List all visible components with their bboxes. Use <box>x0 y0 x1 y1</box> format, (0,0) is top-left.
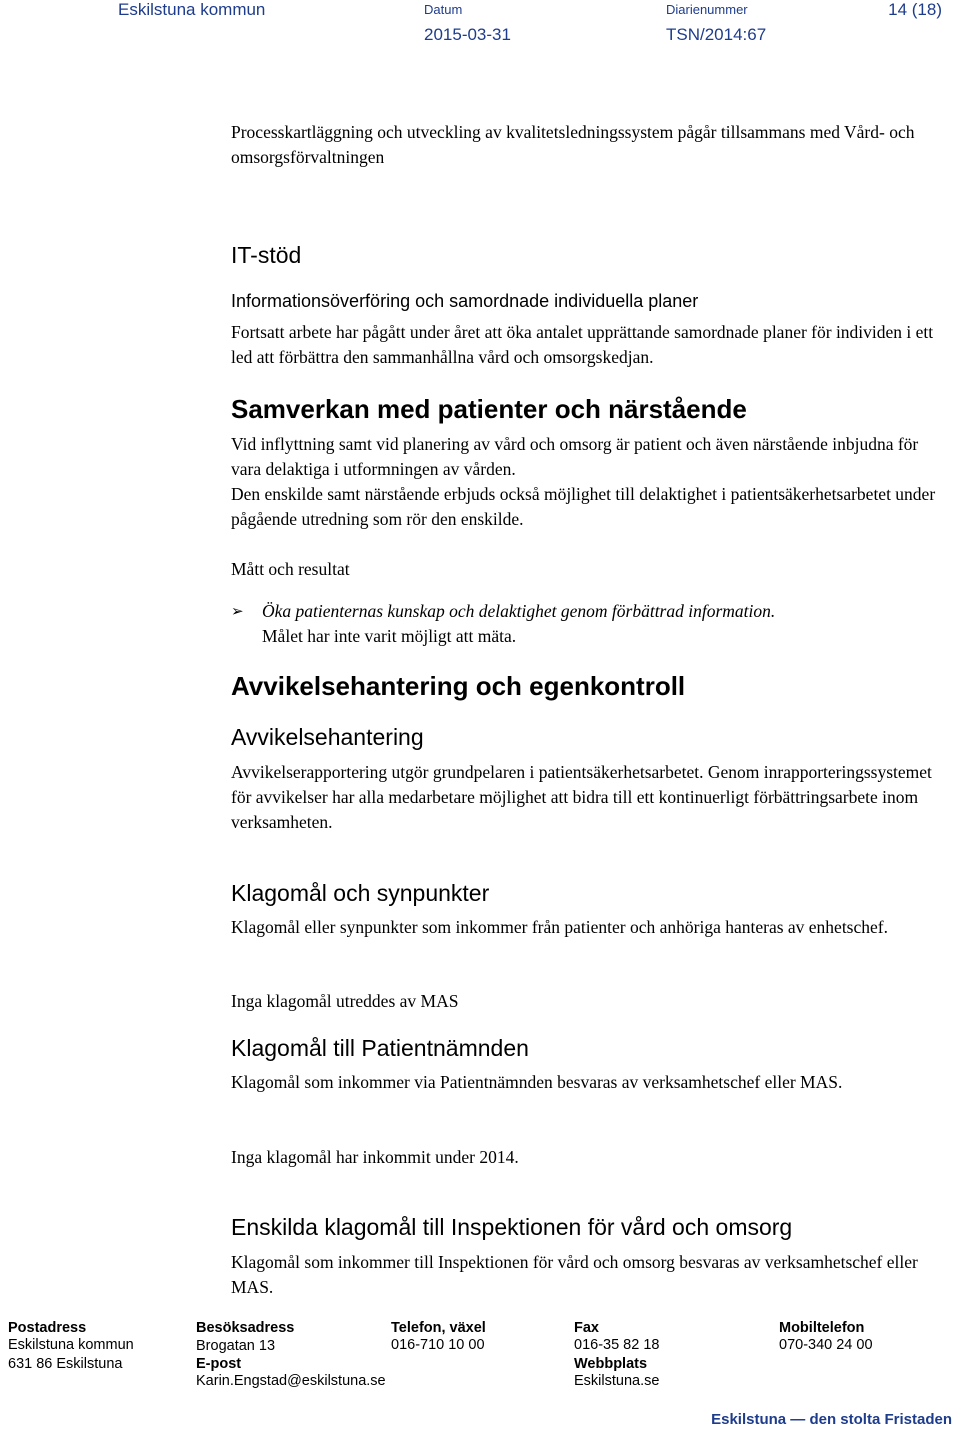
klagomal-paragraph: Klagomål eller synpunkter som inkommer från patienter och anhöriga hanteras av enhetschef. <box>231 917 888 937</box>
intro-paragraph: Processkartläggning och utveckling av kvalitetsledningssystem pågår tillsammans med Vård- och omsorgsförvaltningen <box>231 122 915 167</box>
header-diary-label: Diarienummer <box>666 2 748 17</box>
bullet-goal-text: Öka patienternas kunskap och delaktighet genom förbättrad information. <box>262 601 776 621</box>
patientnamnden-note: Inga klagomål har inkommit under 2014. <box>231 1147 519 1167</box>
klagomal-heading: Klagomål och synpunkter <box>231 880 490 906</box>
it-stod-heading: IT-stöd <box>231 242 302 268</box>
footer-mobil-value: 070-340 24 00 <box>779 1337 873 1353</box>
footer-telefon-label: Telefon, växel <box>391 1320 486 1336</box>
arrow-bullet-icon: ➢ <box>231 602 244 620</box>
footer-telefon-value: 016-710 10 00 <box>391 1337 485 1353</box>
footer-besok-label: Besöksadress <box>196 1320 295 1336</box>
patientnamnden-paragraph: Klagomål som inkommer via Patientnämnden besvaras av verksamhetschef eller MAS. <box>231 1072 843 1092</box>
footer-besok-value: Brogatan 13 <box>196 1338 276 1354</box>
footer-slogan: Eskilstuna — den stolta Fristaden <box>711 1411 952 1428</box>
footer-postadress-line2: 631 86 Eskilstuna <box>8 1356 123 1372</box>
samverkan-paragraph-1: Vid inflyttning samt vid planering av vård och omsorg är patient och även närstående inbjudna för vara delaktiga i utformningen av vården. <box>231 434 919 479</box>
header-organization: Eskilstuna kommun <box>118 0 266 19</box>
footer-epost-value[interactable]: Karin.Engstad@eskilstuna.se <box>196 1373 386 1389</box>
information-transfer-paragraph: Fortsatt arbete har pågått under året att öka antalet upprättande samordnade planer för individen i ett led att förbättra den sammanhållna vård och omsorgskedjan. <box>231 322 934 367</box>
samverkan-heading: Samverkan med patienter och närstående <box>231 394 747 424</box>
footer-postadress-label: Postadress <box>8 1320 87 1336</box>
footer-postadress-line1: Eskilstuna kommun <box>8 1337 134 1353</box>
header-diary-value: TSN/2014:67 <box>666 25 767 44</box>
footer-fax-value: 016-35 82 18 <box>574 1337 660 1353</box>
header-date-value: 2015-03-31 <box>424 25 511 44</box>
matt-resultat-label: Mått och resultat <box>231 559 350 579</box>
header-page-number: 14 (18) <box>888 0 942 19</box>
ivo-heading: Enskilda klagomål till Inspektionen för vård och omsorg <box>231 1214 793 1240</box>
klagomal-note: Inga klagomål utreddes av MAS <box>231 991 459 1011</box>
bullet-result-text: Målet har inte varit möjligt att mäta. <box>262 626 517 646</box>
patientnamnden-heading: Klagomål till Patientnämnden <box>231 1035 529 1061</box>
avvikelse-paragraph: Avvikelserapportering utgör grundpelaren i patientsäkerhetsarbetet. Genom inrapporteringssystemet för avvikelser har alla medarbetare möjlighet att bidra till ett kontinuerligt förbättringsarbete inom verksamheten. <box>231 762 932 832</box>
avvikelse-sub-heading: Avvikelsehantering <box>231 724 424 750</box>
ivo-paragraph: Klagomål som inkommer till Inspektionen för vård och omsorg besvaras av verksamhetschef eller MAS. <box>231 1252 918 1297</box>
footer-mobil-label: Mobiltelefon <box>779 1320 865 1336</box>
footer-webb-value[interactable]: Eskilstuna.se <box>574 1373 660 1389</box>
footer-webb-label: Webbplats <box>574 1356 648 1372</box>
information-transfer-heading: Informationsöverföring och samordnade individuella planer <box>231 291 699 311</box>
samverkan-paragraph-2: Den enskilde samt närstående erbjuds också möjlighet till delaktighet i patientsäkerhetsarbetet under pågående utredning som rör den enskilde. <box>231 484 936 529</box>
avvikelse-main-heading: Avvikelsehantering och egenkontroll <box>231 671 686 701</box>
footer-fax-label: Fax <box>574 1320 599 1336</box>
footer-epost-label: E-post <box>196 1356 242 1372</box>
header-date-label: Datum <box>424 2 463 17</box>
